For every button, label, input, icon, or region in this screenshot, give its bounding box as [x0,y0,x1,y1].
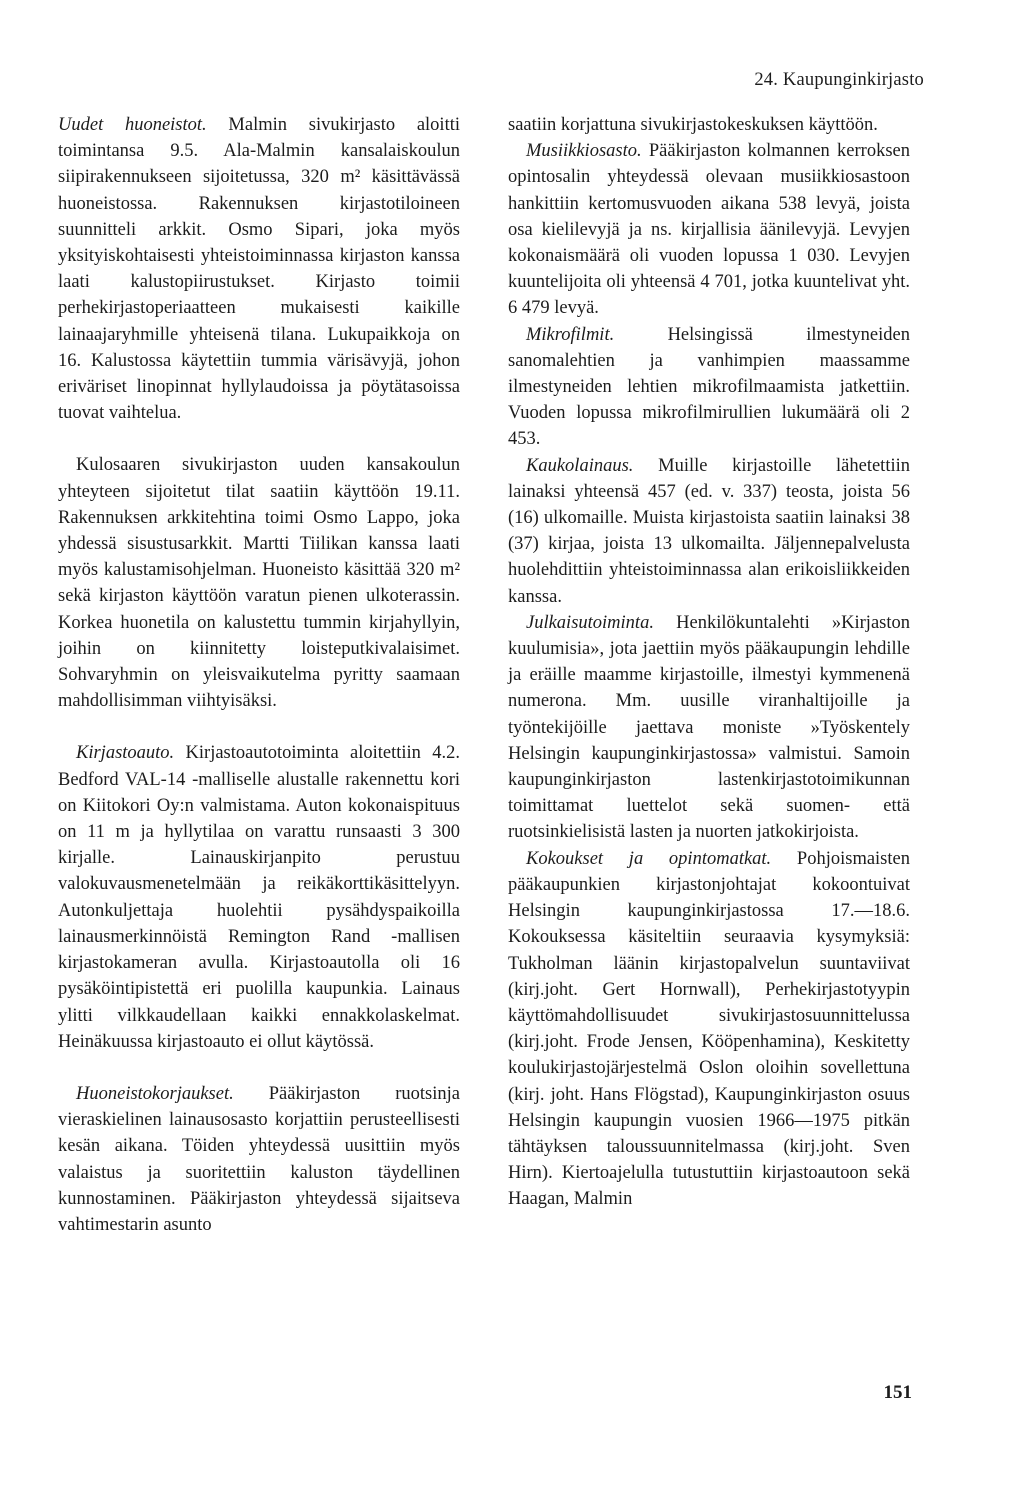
paragraph-text: Henkilökuntalehti »Kirjaston kuulumisia», jota jaettiin myös pääkaupungin lehdille ja eräille maamme kirjastoille, ilmestyi kymmenenä numerona. Mm. uusille viranhaltijoille ja työntekijöille jaettava moniste »Työskentely Helsingin kaupunginkirjastossa» valmistui. Samoin kaupunginkirjaston lastenkirjastotoimikunnan toimittamat luettelot sekä suomen- että ruotsinkielisistä lasten ja nuorten jatkokirjoista. [508,612,910,843]
section-heading: Julkaisutoiminta. [526,612,654,633]
paragraph-kulosaari: Kulosaaren sivukirjaston uuden kansakoulun yhteyteen sijoitetut tilat saatiin käyttöön 19.11. Rakennuksen arkkitehtina toimi Osmo Lappo, joka yhdessä sisustusarkkit. Martti Tiilikan kanssa laati myös kalustamisohjelman. Huoneisto käsittää 320 m² sekä kirjaston käyttöön varatun pienen ulkoterassin. Korkea huonetila on kalustettu tummin kirjahyllyin, joihin on kiinnitetty loisteputkivalaisimet. Sohvaryhmin on yleisvaikutelma pyritty saamaan mahdollisimman viihtyisäksi. [58,455,460,712]
paragraph-uudet-huoneistot [58,112,460,426]
paragraph-musiikkiosasto [508,138,910,321]
right-column [508,112,910,1213]
paragraph-text: Pohjoismaisten pääkaupunkien kirjastonjohtajat kokoontuivat Helsingin kaupunginkirjastossa 17.—18.6. Kokouksessa käsiteltiin seuraavia kysymyksiä: Tukholman läänin kirjastopalvelun suuntaviivat (kirj.joht. Gert Hornwall), Perhekirjastotyypin käyttömahdollisuudet sivukirjastosuunnittelussa (kirj.joht. Frode Jensen, Kööpenhamina), Keskitetty koulukirjastojärjestelmä Oslon oloihin sovellettuna (kirj. joht. Hans Flögstad), Kaupunginkirjaston osuus Helsingin kaupungin vuosien 1966—1975 pitkän tähtäyksen taloussuunnitelmassa (kirj.joht. Sven Hirn). Kiertoajelulla tutustuttiin kirjastoautoon sekä Haagan, Malmin [508,848,910,1210]
paragraph-text: Malmin sivukirjasto aloitti toimintansa 9.5. Ala-Malmin kansalaiskoulun siipirakennukseen sijoitetussa, 320 m² käsittävässä huoneistossa. Rakennuksen kirjastotiloineen suunnitteli arkkit. Osmo Sipari, joka myös yksityiskohtaisesti yhteistoiminnassa kirjaston kanssa laati kalustopiirustukset. Kirjasto toimii perhekirjastoperiaatteen mukaisesti kaikille lainaajaryhmille yhteisenä tilana. Lukupaikkoja on 16. Kalustossa käytettiin tummia värisävyjä, johon eriväriset linopinnat hyllylaudoissa ja pöytätasoissa tuovat vaihtelua. [58,115,460,424]
paragraph-julkaisutoiminta [508,610,910,846]
paragraph-kaukolainaus [508,453,910,610]
running-head: 24. Kaupunginkirjasto [754,70,924,90]
paragraph-text: Muille kirjastoille lähetettiin lainaksi yhteensä 457 (ed. v. 337) teosta, joista 56 (16) ulkomaille. Muista kirjastoista saatiin lainaksi 38 (37) kirjaa, joista 13 ulkomailta. Jäljennepalvelusta huolehdittiin yhteistoiminnassa alan erikoisliikkeiden kanssa. [508,455,910,607]
paragraph-mikrofilmit [508,322,910,453]
paragraph-text: Kirjastoautotoiminta aloitettiin 4.2. Bedford VAL-14 -malliselle alustalle rakennettu kori on Kiitokori Oy:n valmistama. Auton kokonaispituus on 11 m ja hyllytilaa on varattu runsaasti 3 300 kirjalle. Lainauskirjanpito perustuu valokuvausmenetelmään ja reikäkorttikäsittelyyn. Autonkuljettaja huolehtii pysähdyspaikoilla lainausmerkinnöistä Remington Rand -mallisen kirjastokameran avulla. Kirjastoautolla oli 16 pysäköintipistettä eri puolilla kaupunkia. Lainaus ylitti vilkkaudellaan kaikki ennakkolaskelmat. Heinäkuussa kirjastoauto ei ollut käytössä. [58,743,460,1052]
paragraph-kokoukset [508,846,910,1213]
section-heading: Kirjastoauto. [76,743,175,764]
paragraph-text: Pääkirjaston kolmannen kerroksen opintosalin yhteydessä olevaan musiikkiosastoon hankittiin kertomusvuoden aikana 538 levyä, joista osa kielilevyjä ja ns. kirjallisia äänilevyjä. Levyjen kokonaismäärä oli vuoden lopussa 1 030. Levyjen kuuntelijoita oli yhteensä 4 701, jotka kuuntelivat yht. 6 479 levyä. [508,141,910,319]
left-column [58,112,460,1258]
paragraph-kirjastoauto [58,740,460,1054]
page-number: 151 [883,1382,912,1403]
paragraph-huoneistokorjaukset [58,1081,460,1238]
section-heading: Musiikkiosasto. [526,141,642,162]
section-heading: Huoneistokorjaukset. [76,1083,234,1104]
section-heading: Uudet huoneistot. [58,115,207,135]
section-heading: Mikrofilmit. [526,324,615,345]
paragraph-text: Pääkirjaston ruotsinja vieraskielinen lainausosasto korjattiin perusteellisesti kesän aikana. Töiden yhteydessä uusittiin myös valaistus ja suoritettiin kaluston täydellinen kunnostaminen. Pääkirjaston yhteydessä sijaitseva vahtimestarin asunto [58,1083,460,1235]
paragraph-continuation: saatiin korjattuna sivukirjastokeskuksen käyttöön. [508,115,878,135]
section-heading: Kaukolainaus. [526,455,634,476]
section-heading: Kokoukset ja opintomatkat. [526,848,772,869]
paragraph-text: Helsingissä ilmestyneiden sanomalehtien ja vanhimpien maassamme ilmestyneiden lehtien mikrofilmaamista jatkettiin. Vuoden lopussa mikrofilmirullien lukumäärä oli 2 453. [508,324,910,450]
